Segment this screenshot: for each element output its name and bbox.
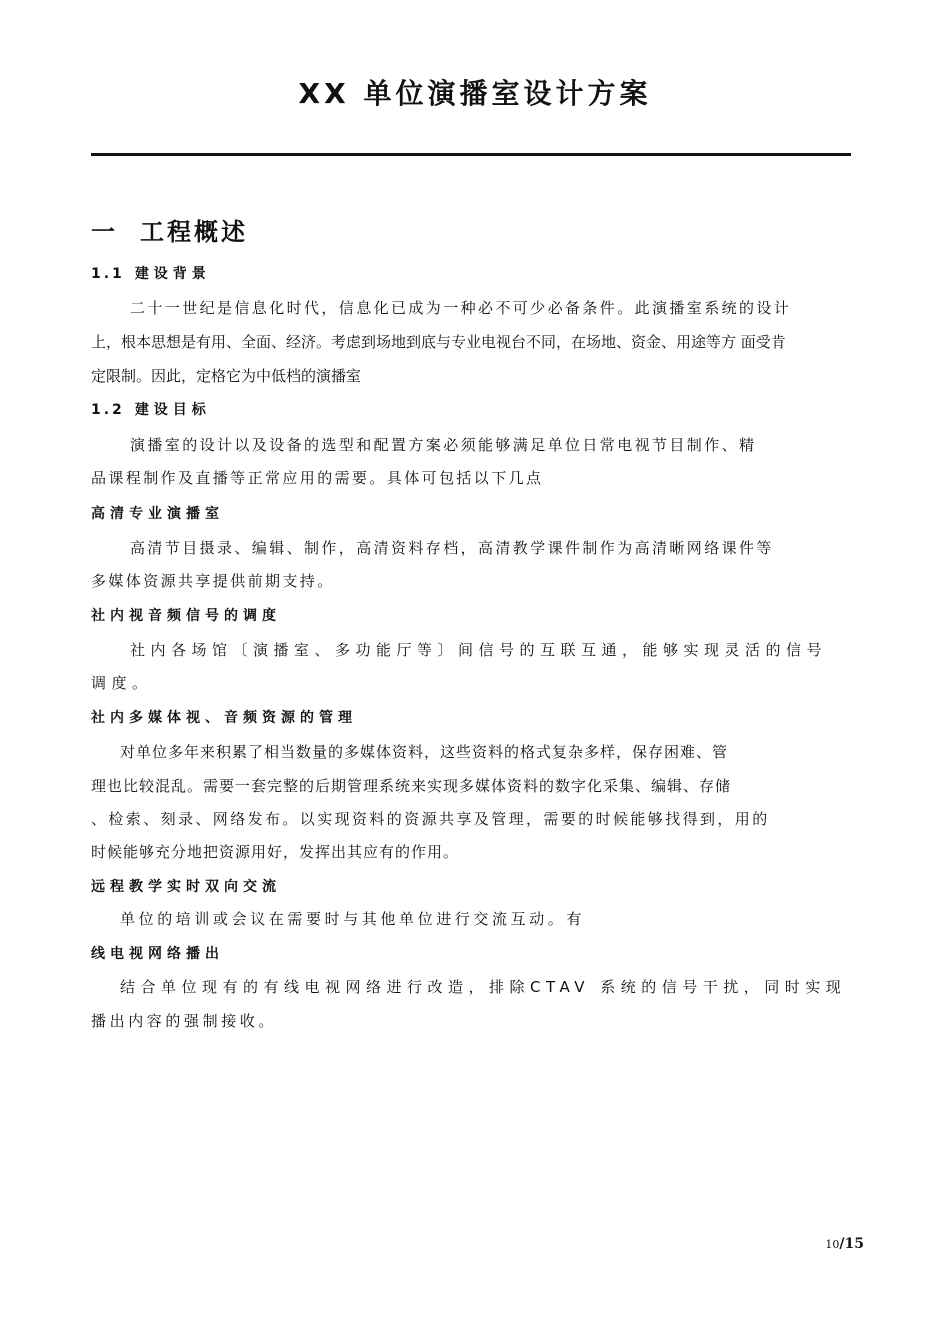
paragraph-line: 理也比较混乱。需要一套完整的后期管理系统来实现多媒体资料的数字化采集、编辑、存储 (91, 777, 732, 795)
page-total: 15 (844, 1236, 864, 1252)
subsection-title: 建设背景 (134, 266, 211, 282)
paragraph-line: 定限制。因此，定格它为中低档的演播室 (91, 367, 362, 385)
item-heading: 社内多媒体视、音频资源的管理 (91, 710, 357, 726)
item-heading: 远程教学实时双向交流 (91, 879, 281, 895)
page-number (825, 1236, 864, 1252)
paragraph-line: 演播室的设计以及设备的选型和配置方案必须能够满足单位日常电视节目制作、精 (130, 436, 757, 454)
paragraph-line: 对单位多年来积累了相当数量的多媒体资料，这些资料的格式复杂多样，保存困难、管 (120, 743, 729, 761)
subsection-1-2-heading (91, 399, 211, 419)
paragraph-line: 、检索、刻录、网络发布。以实现资料的资源共享及管理，需要的时候能够找得到，用的 (91, 810, 770, 828)
subsection-1-1-heading (91, 263, 211, 283)
paragraph-line: 多媒体资源共享提供前期支持。 (91, 572, 335, 590)
document-title: XX 单位演播室设计方案 (298, 77, 652, 110)
section-title: 工程概述 (140, 218, 248, 246)
section-number: 一 (91, 218, 118, 246)
page-current: 10 (825, 1238, 840, 1251)
paragraph-line: 时候能够充分地把资源用好，发挥出其应有的作用。 (91, 843, 460, 861)
subsection-title: 建设目标 (134, 402, 211, 418)
paragraph-line: 上，根本思想是有用、全面、经济。考虑到场地到底与专业电视台不同，在场地、资金、用途等方 面受肯 (91, 333, 786, 351)
page-separator: / (839, 1236, 845, 1252)
section-heading (91, 212, 248, 247)
paragraph-line: 播出内容的强制接收。 (91, 1012, 278, 1030)
item-heading: 高清专业演播室 (91, 506, 224, 522)
subsection-number: 1.2 (91, 402, 125, 418)
paragraph-line: 单位的培训或会议在需要时与其他单位进行交流互动。有 (120, 910, 586, 928)
paragraph-line: 调度。 (91, 674, 153, 692)
paragraph-line: 社内各场馆〔演播室、多功能厅等〕间信号的互联互通，能够实现灵活的信号 (130, 641, 828, 659)
subsection-number: 1.1 (91, 266, 125, 282)
paragraph-line: 品课程制作及直播等正常应用的需要。具体可包括以下几点 (91, 469, 544, 487)
paragraph-line: 二十一世纪是信息化时代，信息化已成为一种必不可少必备条件。此演播室系统的设计 (130, 299, 792, 317)
item-heading: 线电视网络播出 (91, 946, 224, 962)
item-heading: 社内视音频信号的调度 (91, 608, 281, 624)
title-divider (91, 153, 851, 156)
paragraph-line: 结合单位现有的有线电视网络进行改造，排除CTAV 系统的信号干扰，同时实现 (120, 978, 847, 996)
paragraph-line: 高清节目摄录、编辑、制作，高清资料存档，高清教学课件制作为高清晰网络课件等 (130, 539, 774, 557)
